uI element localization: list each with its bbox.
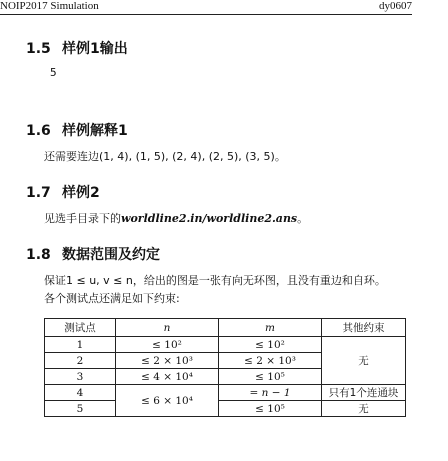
header-contest-title: NOIP2017 Simulation [0, 0, 99, 12]
cell-m: ≤ 10⁵ [219, 369, 322, 385]
cell-other: 无 [322, 337, 406, 385]
column-header-n: n [116, 319, 219, 337]
section-heading-sample1-output [26, 38, 128, 58]
section-heading-sample2 [26, 182, 100, 202]
cell-m: ≤ 10² [219, 337, 322, 353]
sample2-filenames: worldline2.in/worldline2.ans [121, 212, 298, 225]
section-title: 样例2 [62, 185, 100, 201]
page-header [0, 0, 412, 15]
sample2-prefix: 见选手目录下的 [44, 212, 121, 225]
constraints-line-2: 各个测试点还满足如下约束: [44, 292, 180, 305]
section-number: 1.7 [26, 185, 51, 201]
cell-n: ≤ 6 × 10⁴ [116, 385, 219, 417]
cell-testcase: 5 [45, 401, 116, 417]
section-heading-constraints [26, 244, 160, 264]
section-number: 1.5 [26, 41, 51, 57]
cell-other: 只有1个连通块 [322, 385, 406, 401]
table-row [45, 337, 406, 353]
section-number: 1.6 [26, 123, 51, 139]
cell-testcase: 2 [45, 353, 116, 369]
table-row [45, 401, 406, 417]
cell-m: = n − 1 [219, 385, 322, 401]
section-number: 1.8 [26, 247, 51, 263]
cell-testcase: 4 [45, 385, 116, 401]
cell-n: ≤ 10² [116, 337, 219, 353]
cell-testcase: 1 [45, 337, 116, 353]
sample-output-value: 5 [50, 66, 57, 79]
cell-m: ≤ 10⁵ [219, 401, 322, 417]
table-row [45, 385, 406, 401]
explanation-text: 还需要连边(1, 4), (1, 5), (2, 4), (2, 5), (3, 5)。 [44, 150, 286, 163]
sample2-suffix: 。 [297, 212, 309, 225]
cell-n: ≤ 2 × 10³ [116, 353, 219, 369]
section-title: 样例解释1 [62, 123, 128, 139]
sample2-text [44, 210, 308, 226]
column-header-other: 其他约束 [322, 319, 406, 337]
section-heading-sample1-explanation [26, 120, 128, 140]
constraints-table [44, 318, 406, 417]
column-header-testcase: 测试点 [45, 319, 116, 337]
column-header-m: m [219, 319, 322, 337]
cell-other: 无 [322, 401, 406, 417]
section-title: 样例1输出 [62, 41, 128, 57]
cell-m: ≤ 2 × 10³ [219, 353, 322, 369]
table-header-row [45, 319, 406, 337]
section-title: 数据范围及约定 [62, 247, 160, 263]
constraints-line-1: 保证1 ≤ u, v ≤ n，给出的图是一张有向无环图，且没有重边和自环。 [44, 274, 386, 287]
cell-n: ≤ 4 × 10⁴ [116, 369, 219, 385]
cell-testcase: 3 [45, 369, 116, 385]
header-author: dy0607 [379, 0, 412, 12]
